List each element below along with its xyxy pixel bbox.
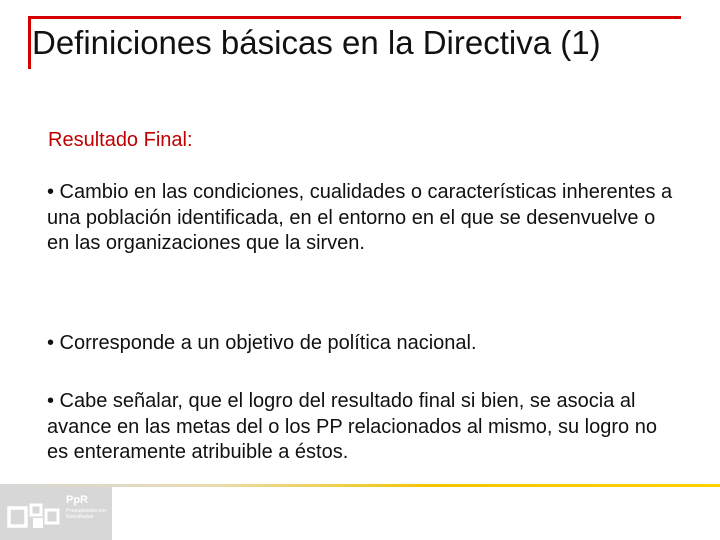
slide-title: Definiciones básicas en la Directiva (1) — [32, 24, 601, 61]
bullet-item: • Cabe señalar, que el logro del resultado final si bien, se asocia al avance en las metas del o los PP relacionados al mismo, su logro no es enteramente atribuible a éstos. — [47, 390, 657, 463]
section-heading: Resultado Final: — [48, 129, 193, 151]
logo-subtitle: Presupuesto por Resultados — [66, 508, 107, 520]
ppr-logo — [0, 487, 112, 540]
bullet-item: • Corresponde a un objetivo de política nacional. — [47, 332, 477, 354]
logo-text — [66, 495, 108, 520]
logo-squares-icon — [6, 495, 62, 533]
bullet-item: • Cambio en las condiciones, cualidades o características inherentes a una población identificada, en el entorno en el que se desenvuelve o en las organizaciones que la sirven. — [47, 181, 673, 254]
logo-title: PpR — [66, 494, 88, 506]
